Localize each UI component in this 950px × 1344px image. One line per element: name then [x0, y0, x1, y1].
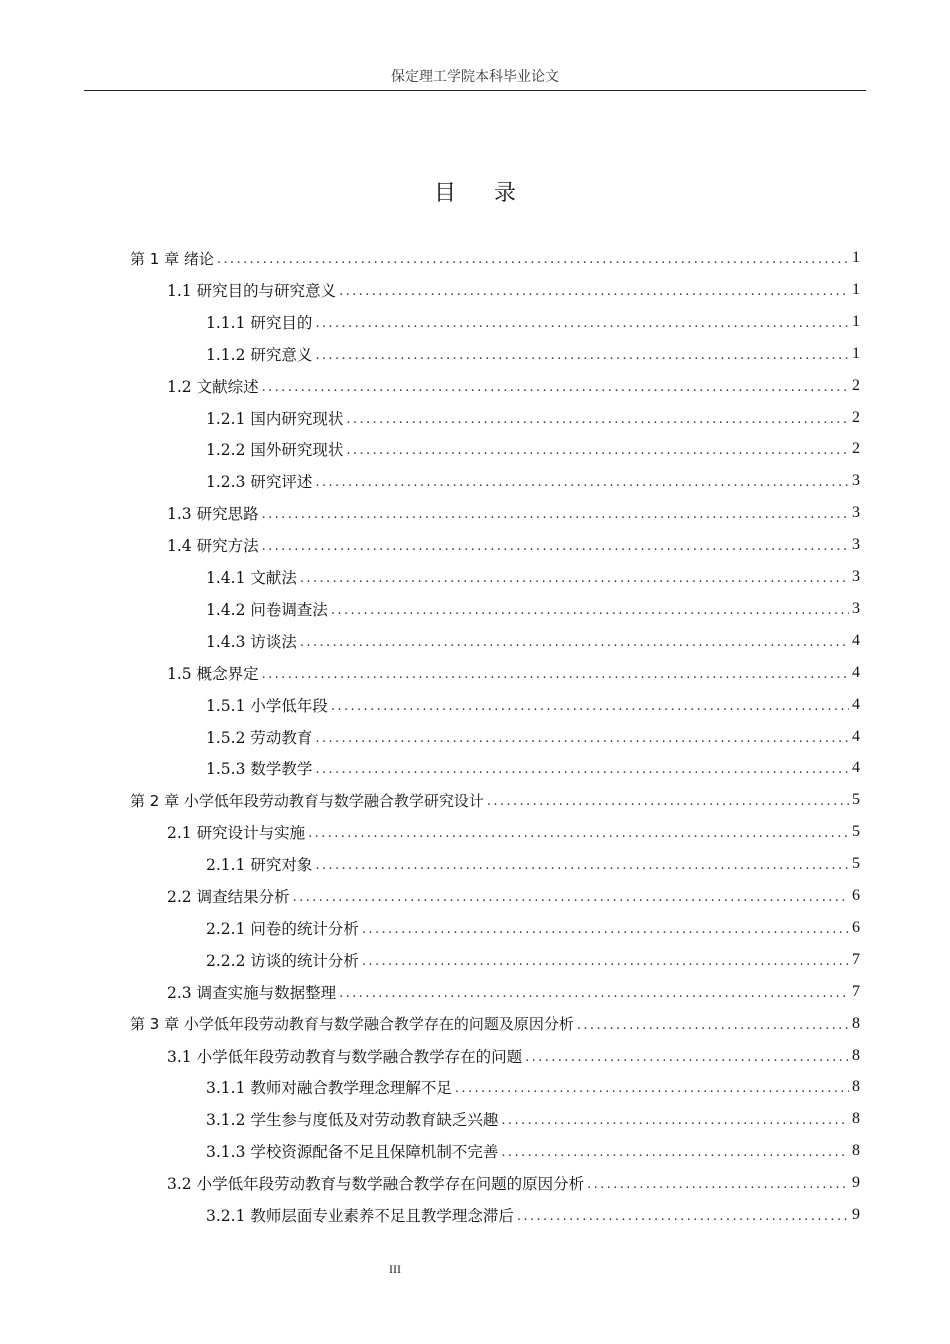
toc-entry[interactable] [130, 242, 860, 274]
dot-leader [308, 827, 849, 848]
toc-entry-label: 1.5 概念界定 [167, 664, 259, 683]
toc-entry-page: 1 [852, 312, 860, 330]
toc-entry-label: 2.2 调查结果分析 [167, 888, 290, 906]
toc-entry-page: 5 [852, 855, 860, 873]
toc-entry-label: 3.1 小学低年段劳动教育与数学融合教学存在的问题 [167, 1047, 523, 1066]
toc-entry-label: 2.2.1 问卷的统计分析 [206, 919, 359, 938]
toc-entry[interactable] [206, 1103, 860, 1135]
toc-entry[interactable] [130, 1008, 860, 1040]
toc-entry-page: 3 [852, 536, 860, 554]
dot-leader [315, 476, 849, 497]
toc-entry[interactable] [206, 433, 860, 465]
dot-leader [300, 572, 849, 593]
dot-leader [315, 349, 849, 370]
toc-entry-page: 1 [852, 280, 860, 298]
dot-leader [501, 1114, 849, 1135]
toc-entry[interactable] [167, 657, 860, 689]
toc-entry-label: 1.4 研究方法 [167, 537, 259, 556]
dot-leader [331, 604, 849, 625]
dot-leader [346, 444, 849, 465]
toc-entry-label: 第 3 章 小学低年段劳动教育与数学融合教学存在的问题及原因分析 [130, 1015, 574, 1034]
toc-entry-label: 第 1 章 绪论 [130, 249, 214, 268]
toc-entry-label: 1.5.2 劳动教育 [206, 728, 313, 747]
dot-leader [315, 732, 849, 753]
toc-entry[interactable] [206, 338, 860, 370]
toc-entry-page: 8 [852, 1046, 860, 1064]
toc-entry[interactable] [206, 944, 860, 976]
dot-leader [339, 285, 849, 306]
toc-entry-label: 1.1.1 研究目的 [206, 313, 313, 332]
toc-entry-page: 3 [852, 568, 860, 585]
toc-entry-page: 8 [852, 1110, 860, 1128]
toc-entry-page: 1 [852, 344, 860, 362]
dot-leader [517, 1210, 849, 1231]
toc-entry-label: 第 2 章 小学低年段劳动教育与数学融合教学研究设计 [130, 791, 484, 810]
toc-entry-label: 1.2.1 国内研究现状 [206, 409, 344, 428]
toc-entry[interactable] [167, 497, 860, 529]
toc-entry-label: 3.2 小学低年段劳动教育与数学融合教学存在问题的原因分析 [167, 1175, 585, 1194]
toc-entry-label: 1.4.2 问卷调查法 [206, 600, 328, 619]
toc-entry[interactable] [167, 816, 860, 848]
toc-entry-page: 3 [852, 472, 860, 490]
toc-entry-label: 1.1 研究目的与研究意义 [167, 281, 337, 300]
toc-entry[interactable] [206, 689, 860, 721]
dot-leader [362, 955, 849, 976]
toc-entry-page: 2 [852, 376, 860, 394]
toc-entry-label: 1.2.2 国外研究现状 [206, 441, 344, 460]
toc-entry[interactable] [206, 848, 860, 880]
toc-entry-label: 1.4.1 文献法 [206, 569, 297, 587]
toc-entry-label: 3.1.2 学生参与度低及对劳动教育缺乏兴趣 [206, 1111, 499, 1130]
toc-entry-label: 1.5.1 小学低年段 [206, 696, 328, 715]
toc-entry[interactable] [206, 306, 860, 338]
toc-entry[interactable] [167, 529, 860, 561]
dot-leader [217, 253, 849, 274]
toc-entry[interactable] [206, 402, 860, 434]
toc-entry-label: 3.1.1 教师对融合教学理念理解不足 [206, 1079, 452, 1098]
dot-leader [262, 540, 849, 561]
dot-leader [293, 891, 849, 912]
toc-title: 目录 [433, 181, 554, 206]
toc-entry-page: 8 [852, 1142, 860, 1160]
toc-entry-page: 5 [852, 791, 860, 809]
toc-entry-page: 4 [852, 727, 860, 745]
dot-leader [587, 1178, 849, 1199]
dot-leader [455, 1082, 849, 1103]
dot-leader [331, 700, 849, 721]
dot-leader [315, 859, 849, 880]
dot-leader [262, 508, 849, 529]
toc-entry-label: 1.1.2 研究意义 [206, 345, 313, 364]
toc-entry-page: 4 [852, 759, 860, 777]
toc-entry-page: 6 [852, 887, 860, 904]
toc-entry-page: 7 [852, 950, 860, 968]
toc-entry-page: 3 [852, 504, 860, 522]
toc-entry[interactable] [206, 1199, 860, 1231]
toc-entry-label: 1.3 研究思路 [167, 505, 259, 524]
toc-entry[interactable] [206, 593, 860, 625]
dot-leader [315, 763, 849, 784]
dot-leader [262, 668, 849, 689]
toc-entry[interactable] [206, 912, 860, 944]
toc-entry-page: 4 [852, 663, 860, 681]
dot-leader [346, 413, 849, 434]
toc-entry-label: 1.5.3 数学教学 [206, 760, 313, 779]
toc-entry-page: 8 [852, 1014, 860, 1032]
toc-entry-page: 1 [852, 249, 860, 266]
toc-entry[interactable] [167, 880, 860, 912]
toc-entry[interactable] [130, 784, 860, 816]
toc-entry-label: 2.1 研究设计与实施 [167, 824, 306, 843]
toc-entry[interactable] [206, 465, 860, 497]
dot-leader [362, 923, 849, 944]
dot-leader [339, 987, 849, 1008]
dot-leader [577, 1019, 849, 1040]
toc-entry-page: 4 [852, 631, 860, 649]
toc-entry-label: 1.2.3 研究评述 [206, 473, 313, 492]
running-header: 保定理工学院本科毕业论文 [84, 66, 866, 91]
toc-entry-label: 3.2.1 教师层面专业素养不足且教学理念滞后 [206, 1207, 514, 1225]
toc-entry-label: 3.1.3 学校资源配备不足且保障机制不完善 [206, 1143, 499, 1162]
toc-entry-page: 4 [852, 695, 860, 713]
toc-entry-label: 1.2 文献综述 [167, 377, 259, 396]
page-number: III [389, 1262, 401, 1276]
toc-entry[interactable] [167, 274, 860, 306]
toc-entry-page: 2 [852, 440, 860, 458]
dot-leader [487, 795, 849, 816]
toc-entry[interactable] [167, 1040, 860, 1072]
toc-entry-page: 3 [852, 599, 860, 617]
toc-entry-label: 2.3 调查实施与数据整理 [167, 983, 337, 1002]
dot-leader [300, 636, 849, 657]
toc-entry-label: 2.1.1 研究对象 [206, 856, 313, 875]
toc-entry-page: 9 [852, 1206, 860, 1223]
dot-leader [262, 381, 849, 402]
toc-entry[interactable] [167, 1167, 860, 1199]
dot-leader [525, 1051, 849, 1072]
toc-entry-label: 2.2.2 访谈的统计分析 [206, 951, 359, 970]
toc-entry[interactable] [206, 1071, 860, 1103]
toc-entry-label: 1.4.3 访谈法 [206, 632, 297, 651]
toc-entry-page: 2 [852, 408, 860, 426]
toc-entry-page: 7 [852, 982, 860, 1000]
toc-entry[interactable] [167, 370, 860, 402]
toc-entry[interactable] [206, 625, 860, 657]
toc-entry-page: 8 [852, 1078, 860, 1096]
toc-entry[interactable] [206, 1135, 860, 1167]
toc-entry[interactable] [206, 752, 860, 784]
toc-entry-page: 9 [852, 1174, 860, 1192]
dot-leader [501, 1146, 849, 1167]
dot-leader [315, 317, 849, 338]
toc-entry-page: 5 [852, 823, 860, 841]
toc-entry[interactable] [206, 721, 860, 753]
toc-entry[interactable] [206, 561, 860, 593]
toc-entry[interactable] [167, 976, 860, 1008]
toc-entry-page: 6 [852, 918, 860, 936]
